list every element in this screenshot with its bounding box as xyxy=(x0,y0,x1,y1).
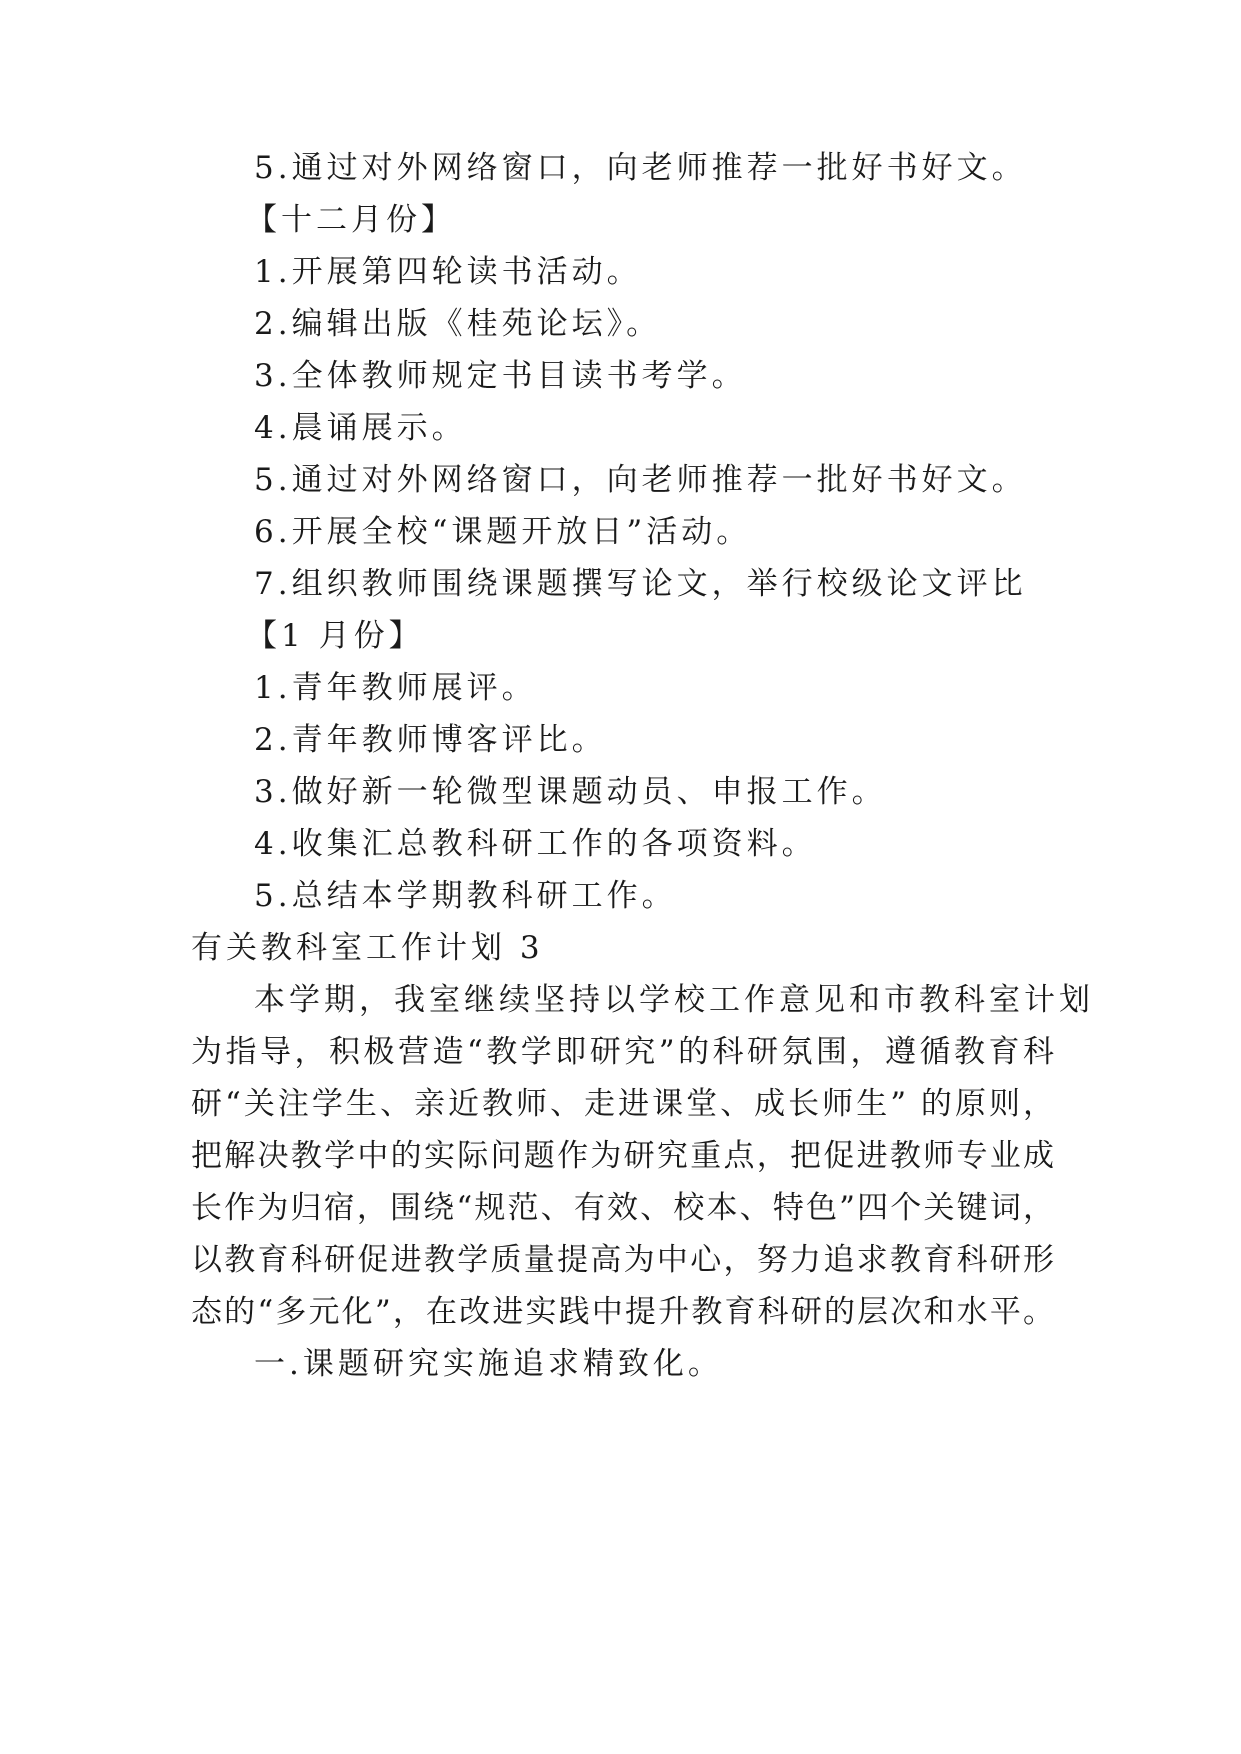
list-item: 4.晨诵展示。 xyxy=(254,410,467,446)
paragraph-line: 把解决教学中的实际问题作为研究重点，把促进教师专业成 xyxy=(191,1138,1056,1174)
subheading: 一.课题研究实施追求精致化。 xyxy=(254,1346,723,1382)
list-item: 5.总结本学期教科研工作。 xyxy=(254,878,677,914)
list-item: 3.全体教师规定书目读书考学。 xyxy=(254,358,747,394)
month-heading-december: 【十二月份】 xyxy=(246,202,456,238)
paragraph-line: 研“关注学生、亲近教师、走进课堂、成长师生” 的原则， xyxy=(191,1086,1056,1122)
list-item: 5.通过对外网络窗口，向老师推荐一批好书好文。 xyxy=(254,150,1027,186)
paragraph-line: 为指导，积极营造“教学即研究”的科研氛围，遵循教育科 xyxy=(191,1034,1056,1070)
list-item: 5.通过对外网络窗口，向老师推荐一批好书好文。 xyxy=(254,462,1027,498)
paragraph-line: 长作为归宿，围绕“规范、有效、校本、特色”四个关键词， xyxy=(191,1190,1056,1226)
list-item: 1.开展第四轮读书活动。 xyxy=(254,254,642,290)
list-item: 6.开展全校“课题开放日”活动。 xyxy=(254,514,752,550)
paragraph-line: 本学期，我室继续坚持以学校工作意见和市教科室计划 xyxy=(254,982,1094,1018)
list-item: 3.做好新一轮微型课题动员、申报工作。 xyxy=(254,774,887,810)
list-item: 1.青年教师展评。 xyxy=(254,670,537,706)
list-item: 4.收集汇总教科研工作的各项资料。 xyxy=(254,826,817,862)
paragraph-line: 以教育科研促进教学质量提高为中心，努力追求教育科研形 xyxy=(191,1242,1056,1278)
month-heading-january: 【1 月份】 xyxy=(246,618,424,654)
list-item: 2.青年教师博客评比。 xyxy=(254,722,607,758)
list-item: 2.编辑出版《桂苑论坛》。 xyxy=(254,306,662,342)
section-title: 有关教科室工作计划 3 xyxy=(191,930,544,966)
list-item: 7.组织教师围绕课题撰写论文，举行校级论文评比 xyxy=(254,566,1027,602)
paragraph-line: 态的“多元化”，在改进实践中提升教育科研的层次和水平。 xyxy=(191,1294,1056,1330)
